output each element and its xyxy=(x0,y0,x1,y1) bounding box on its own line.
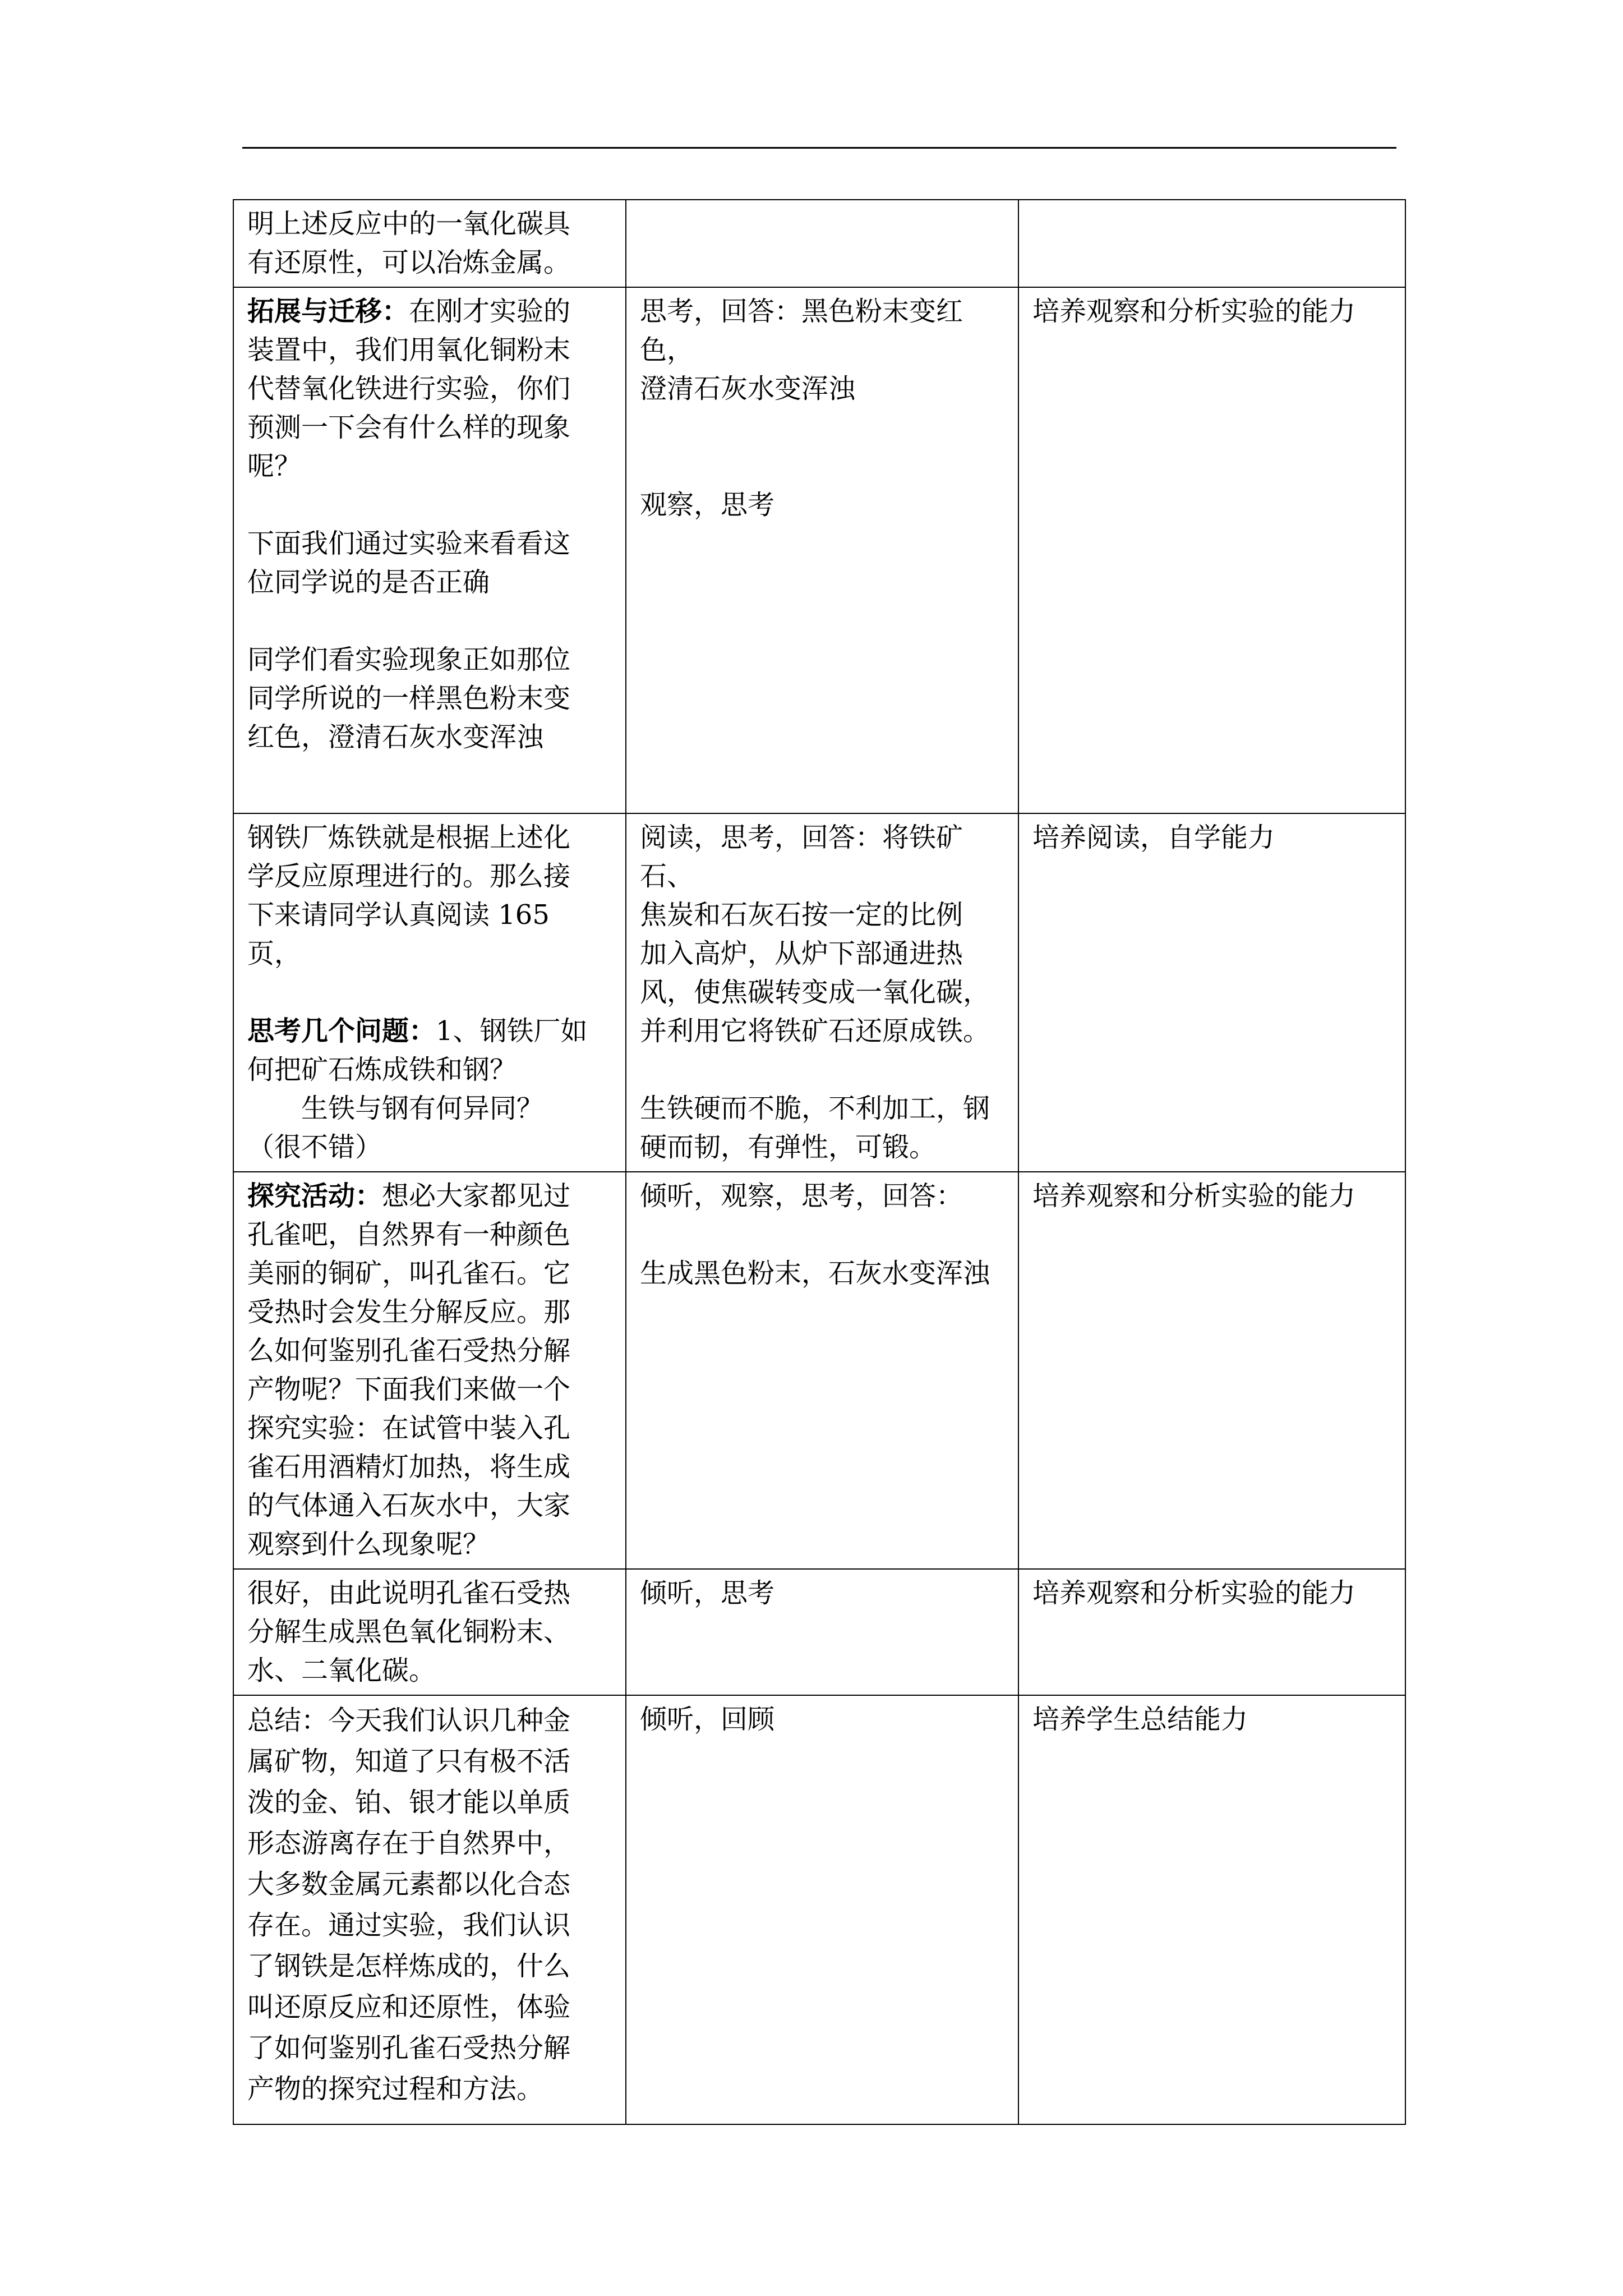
text-line: 培养观察和分析实验的能力 xyxy=(1032,1180,1356,1212)
text-line: 加入高炉，从炉下部通进热 xyxy=(640,938,963,969)
teacher-activity-cell xyxy=(233,200,626,287)
student-activity-cell xyxy=(626,813,1018,1172)
text-line: （很不错） xyxy=(247,1131,382,1163)
text-line: 风，使焦碳转变成一氧化碳， xyxy=(640,977,990,1008)
text-line: 培养观察和分析实验的能力 xyxy=(1032,1577,1356,1609)
table-row xyxy=(233,1569,1405,1695)
text-line: 观察到什么现象呢？ xyxy=(247,1529,490,1560)
student-activity-cell xyxy=(626,1569,1018,1695)
table-row xyxy=(233,813,1405,1172)
text-line: 硬而韧，有弹性，可锻。 xyxy=(640,1131,937,1163)
text-line: 形态游离存在于自然界中， xyxy=(247,1828,571,1859)
text-line: 焦炭和石灰石按一定的比例 xyxy=(640,899,963,931)
text-line: 属矿物，知道了只有极不活 xyxy=(247,1746,571,1777)
text-line: 同学们看实验现象正如那位 xyxy=(247,644,571,675)
student-activity-cell xyxy=(626,200,1018,287)
text-line: 想必大家都见过 xyxy=(382,1180,571,1212)
text-line: 倾听，回顾 xyxy=(640,1704,775,1735)
teacher-activity-cell xyxy=(233,1569,626,1695)
text-line: 观察，思考 xyxy=(640,489,775,521)
teacher-activity-cell xyxy=(233,1695,626,2124)
text-line: 何把矿石炼成铁和钢？ xyxy=(247,1054,517,1085)
text-line: 生铁硬而不脆，不利加工，钢 xyxy=(640,1093,990,1124)
text-line: 明上述反应中的一氧化碳具 xyxy=(247,208,571,240)
text-line: 倾听，观察，思考，回答： xyxy=(640,1180,963,1212)
text-line: 培养阅读，自学能力 xyxy=(1032,822,1275,853)
text-line: 下面我们通过实验来看看这 xyxy=(247,528,571,559)
text-line: 同学所说的一样黑色粉末变 xyxy=(247,683,571,714)
text-line: 呢？ xyxy=(247,450,302,482)
teacher-activity-cell xyxy=(233,287,626,813)
design-intent-cell xyxy=(1018,200,1405,287)
text-line: 生成黑色粉末，石灰水变浑浊 xyxy=(640,1258,990,1289)
text-line: 在刚才实验的 xyxy=(409,296,571,327)
table-row xyxy=(233,200,1405,287)
text-line: 么如何鉴别孔雀石受热分解 xyxy=(247,1335,571,1366)
text-line: 总结：今天我们认识几种金 xyxy=(247,1705,571,1736)
text-line: 水、二氧化碳。 xyxy=(247,1655,436,1686)
text-line: 澄清石灰水变浑浊 xyxy=(640,373,856,404)
text-line: 很好，由此说明孔雀石受热 xyxy=(247,1577,571,1609)
text-line: 大多数金属元素都以化合态 xyxy=(247,1869,571,1900)
text-line: 孔雀吧，自然界有一种颜色 xyxy=(247,1219,571,1250)
lesson-plan-table xyxy=(233,199,1406,2125)
text-line: 代替氧化铁进行实验，你们 xyxy=(247,373,571,404)
text-line: 培养学生总结能力 xyxy=(1032,1704,1248,1735)
table-row xyxy=(233,287,1405,813)
section-label: 探究活动： xyxy=(247,1180,382,1212)
text-line: 产物的探究过程和方法。 xyxy=(247,2073,544,2105)
text-line: 探究实验：在试管中装入孔 xyxy=(247,1412,571,1444)
section-label: 思考几个问题： xyxy=(247,1015,436,1047)
text-line: 红色，澄清石灰水变浑浊 xyxy=(247,721,544,753)
design-intent-cell xyxy=(1018,1172,1405,1569)
text-line: 受热时会发生分解反应。那 xyxy=(247,1296,571,1328)
text-line: 思考，回答：黑色粉末变红色， xyxy=(640,296,963,366)
text-line: 分解生成黑色氧化铜粉末、 xyxy=(247,1616,571,1648)
text-line: 预测一下会有什么样的现象 xyxy=(247,412,571,443)
text-line: 的气体通入石灰水中，大家 xyxy=(247,1490,571,1521)
design-intent-cell xyxy=(1018,1695,1405,2124)
text-line: 产物呢？下面我们来做一个 xyxy=(247,1374,571,1405)
text-line: 下来请同学认真阅读 165 页， xyxy=(247,899,550,969)
text-line: 生铁与钢有何异同？ xyxy=(301,1093,544,1124)
text-line: 并利用它将铁矿石还原成铁。 xyxy=(640,1015,990,1047)
text-line: 美丽的铜矿，叫孔雀石。它 xyxy=(247,1258,571,1289)
student-activity-cell xyxy=(626,1172,1018,1569)
text-line: 了如何鉴别孔雀石受热分解 xyxy=(247,2032,571,2064)
text-line: 位同学说的是否正确 xyxy=(247,567,490,598)
text-line: 学反应原理进行的。那么接 xyxy=(247,861,571,892)
design-intent-cell xyxy=(1018,1569,1405,1695)
text-line: 培养观察和分析实验的能力 xyxy=(1032,296,1356,327)
text-line: 泼的金、铂、银才能以单质 xyxy=(247,1787,571,1818)
text-line: 倾听，思考 xyxy=(640,1577,775,1609)
text-line: 钢铁厂炼铁就是根据上述化 xyxy=(247,822,571,853)
text-line: 阅读，思考，回答：将铁矿石、 xyxy=(640,822,963,892)
text-line: 雀石用酒精灯加热，将生成 xyxy=(247,1451,571,1483)
text-line: 有还原性，可以冶炼金属。 xyxy=(247,247,571,278)
section-label: 拓展与迁移： xyxy=(247,296,409,327)
table-row xyxy=(233,1172,1405,1569)
design-intent-cell xyxy=(1018,813,1405,1172)
text-line: 1、钢铁厂如 xyxy=(436,1015,588,1047)
table-row xyxy=(233,1695,1405,2124)
text-line: 叫还原反应和还原性，体验 xyxy=(247,1991,571,2023)
design-intent-cell xyxy=(1018,287,1405,813)
header-rule xyxy=(242,147,1396,149)
text-line: 装置中，我们用氧化铜粉末 xyxy=(247,334,571,366)
text-line: 存在。通过实验，我们认识 xyxy=(247,1910,571,1941)
student-activity-cell xyxy=(626,1695,1018,2124)
text-line: 了钢铁是怎样炼成的，什么 xyxy=(247,1950,571,1982)
student-activity-cell xyxy=(626,287,1018,813)
teacher-activity-cell xyxy=(233,813,626,1172)
teacher-activity-cell xyxy=(233,1172,626,1569)
